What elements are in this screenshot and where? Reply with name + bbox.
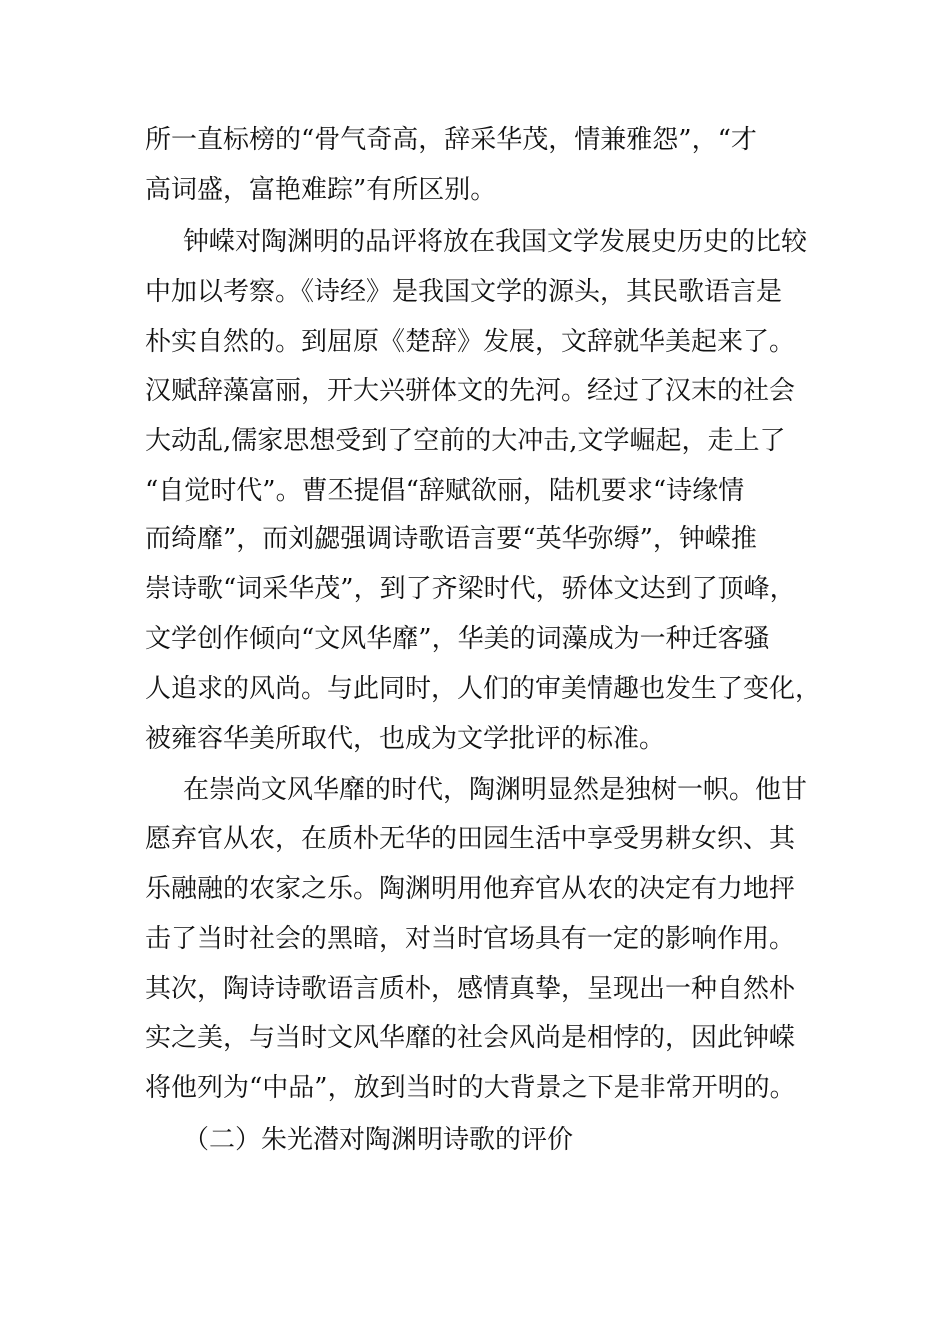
text-line: 高词盛，富艳难踪”有所区别。 [145, 175, 497, 205]
text-line: 击了当时社会的黑暗，对当时官场具有一定的影响作用。 [145, 924, 796, 954]
text-line: “自觉时代”。曹丕提倡“辞赋欲丽，陆机要求“诗缘情 [145, 476, 745, 506]
text-line: 汉赋辞藻富丽，开大兴骈体文的先河。经过了汉末的社会 [145, 376, 796, 406]
text-line: 人追求的风尚。与此同时，人们的审美情趣也发生了变化， [145, 674, 822, 704]
text-line: 实之美，与当时文风华靡的社会风尚是相悖的，因此钟嵘 [145, 1023, 796, 1053]
text-line: 将他列为“中品”，放到当时的大背景之下是非常开明的。 [145, 1073, 796, 1103]
text-line: 而绮靡”，而刘勰强调诗歌语言要“英华弥缛”，钟嵘推 [145, 524, 757, 554]
text-line: 被雍容华美所取代，也成为文学批评的标准。 [145, 724, 666, 754]
text-line: 所一直标榜的“骨气奇高，辞采华茂，情兼雅怨”，“才 [145, 125, 757, 155]
section-heading: （二）朱光潜对陶渊明诗歌的评价 [183, 1125, 574, 1155]
text-line: 其次，陶诗诗歌语言质朴，感情真挚，呈现出一种自然朴 [145, 974, 796, 1004]
paragraph-start-line: 在崇尚文风华靡的时代，陶渊明显然是独树一帜。他甘 [183, 775, 808, 805]
text-line: 乐融融的农家之乐。陶渊明用他弃官从农的决定有力地抨 [145, 874, 796, 904]
text-line: 中加以考察。《诗经》是我国文学的源头，其民歌语言是 [145, 277, 783, 307]
paragraph-start-line: 钟嵘对陶渊明的品评将放在我国文学发展史历史的比较 [183, 227, 808, 257]
text-line: 大动乱,儒家思想受到了空前的大冲击,文学崛起，走上了 [145, 426, 786, 456]
text-line: 愿弃官从农，在质朴无华的田园生活中享受男耕女织、其 [145, 824, 796, 854]
text-line: 崇诗歌“词采华茂”，到了齐梁时代，骄体文达到了顶峰， [145, 574, 796, 604]
text-line: 朴实自然的。到屈原《楚辞》发展，文辞就华美起来了。 [145, 327, 796, 357]
text-line: 文学创作倾向“文风华靡”，华美的词藻成为一种迁客骚 [145, 624, 770, 654]
